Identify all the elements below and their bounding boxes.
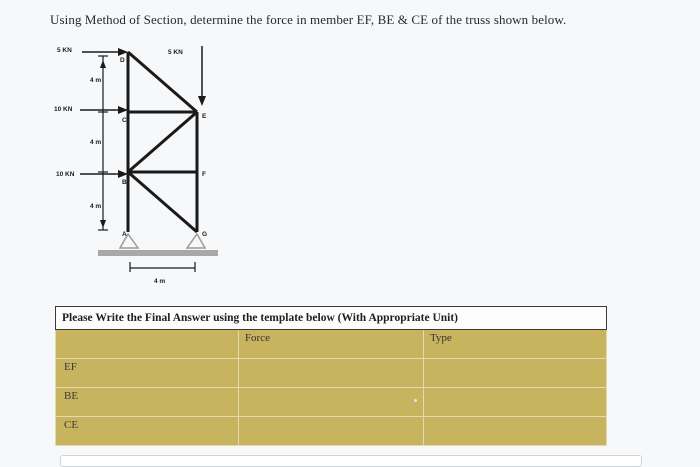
node-label-d: D xyxy=(120,57,125,64)
force-input-ef[interactable] xyxy=(238,359,423,388)
load-arrow-bottom xyxy=(80,170,128,178)
node-label-e: E xyxy=(202,113,207,120)
force-input-ce[interactable] xyxy=(238,417,423,446)
answer-table xyxy=(55,306,607,446)
node-label-b: B xyxy=(122,179,127,186)
member-label-ce: CE xyxy=(56,417,239,446)
dim-label-4: 4 m xyxy=(154,278,166,285)
node-label-f: F xyxy=(202,171,206,178)
ground-line xyxy=(98,250,218,256)
cursor-dot xyxy=(414,399,417,402)
table-title: Please Write the Final Answer using the template below (With Appropriate Unit) xyxy=(56,307,607,330)
load-label-bottom: 10 KN xyxy=(56,171,75,178)
node-label-a: A xyxy=(122,231,127,238)
dim-label-3: 4 m xyxy=(90,203,102,210)
dim-label-1: 4 m xyxy=(90,77,102,84)
member-de xyxy=(128,52,197,112)
member-bg xyxy=(128,172,197,232)
node-label-c: C xyxy=(122,117,127,124)
table-row xyxy=(56,417,607,446)
type-input-ce[interactable] xyxy=(423,417,606,446)
member-label-ef: EF xyxy=(56,359,239,388)
dimension-horizontal xyxy=(130,262,195,272)
header-type: Type xyxy=(423,330,606,359)
table-header-row xyxy=(56,330,607,359)
truss-figure xyxy=(40,32,240,285)
force-input-be[interactable] xyxy=(238,388,423,417)
load-arrow-top xyxy=(82,48,128,56)
table-title-row xyxy=(56,307,607,330)
type-input-be[interactable] xyxy=(423,388,606,417)
node-label-g: G xyxy=(202,231,208,238)
load-label-vertical: 5 KN xyxy=(168,49,183,56)
load-arrow-middle xyxy=(80,106,128,114)
table-row xyxy=(56,359,607,388)
load-arrow-vertical xyxy=(198,46,206,106)
load-label-top: 5 KN xyxy=(57,47,72,54)
load-label-middle: 10 KN xyxy=(54,106,73,113)
dim-label-2: 4 m xyxy=(90,139,102,146)
truss-members xyxy=(128,52,197,232)
type-input-ef[interactable] xyxy=(423,359,606,388)
header-blank xyxy=(56,330,239,359)
member-label-be: BE xyxy=(56,388,239,417)
question-text: Using Method of Section, determine the force in member EF, BE & CE of the truss shown below. xyxy=(50,12,567,27)
table-row xyxy=(56,388,607,417)
member-be xyxy=(128,112,197,172)
answer-box-edge[interactable] xyxy=(60,455,642,467)
header-force: Force xyxy=(238,330,423,359)
